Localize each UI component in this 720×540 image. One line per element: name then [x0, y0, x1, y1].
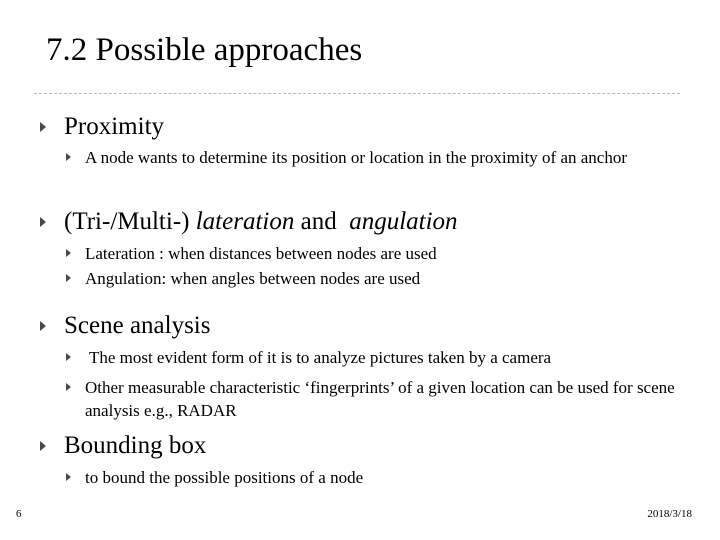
bullet-label: Bounding box: [64, 432, 207, 459]
page-number: 6: [16, 508, 22, 520]
bullet-label: Scene analysis: [64, 312, 211, 339]
sub-bullet: [66, 267, 686, 290]
triangle-right-icon: [66, 153, 71, 161]
slide-title: 7.2 Possible approaches: [46, 32, 363, 68]
sub-bullet-text: Angulation: when angles between nodes are used: [85, 269, 421, 288]
label-angulation: angulation: [349, 208, 458, 235]
triangle-right-icon: [40, 321, 46, 331]
sub-bullet: [66, 146, 686, 169]
triangle-right-icon: [40, 122, 46, 132]
triangle-right-icon: [66, 249, 71, 257]
label-lateration: lateration: [195, 208, 295, 235]
sub-bullet-text: Lateration : when distances between nodes are used: [85, 244, 437, 263]
sub-bullet: [66, 242, 686, 265]
bullet-label: [64, 208, 458, 236]
bullet-label: Proximity: [64, 113, 165, 140]
label-prefix: (Tri-/Multi-): [64, 208, 196, 235]
sub-bullet: [66, 376, 686, 422]
sub-bullet-text: A node wants to determine its position or location in the proximity of an anchor: [85, 148, 628, 167]
footer-date: 2018/3/18: [647, 508, 692, 520]
triangle-right-icon: [66, 473, 71, 481]
sub-bullet-text: The most evident form of it is to analyze pictures taken by a camera: [85, 348, 552, 367]
title-divider: [34, 93, 680, 94]
triangle-right-icon: [66, 383, 71, 391]
label-connector: and: [294, 208, 350, 235]
sub-bullet-text: to bound the possible positions of a node: [85, 468, 364, 487]
triangle-right-icon: [66, 353, 71, 361]
bullet-proximity: [40, 113, 164, 141]
bullet-lateration-angulation: [40, 208, 458, 236]
triangle-right-icon: [66, 274, 71, 282]
sub-bullet: [66, 346, 686, 369]
triangle-right-icon: [40, 217, 46, 227]
triangle-right-icon: [40, 441, 46, 451]
sub-bullet: [66, 466, 686, 489]
sub-bullet-text: Other measurable characteristic ‘fingerprints’ of a given location can be used for scene analysis e.g., RADAR: [85, 378, 675, 420]
bullet-scene-analysis: [40, 312, 210, 340]
bullet-bounding-box: [40, 432, 206, 460]
